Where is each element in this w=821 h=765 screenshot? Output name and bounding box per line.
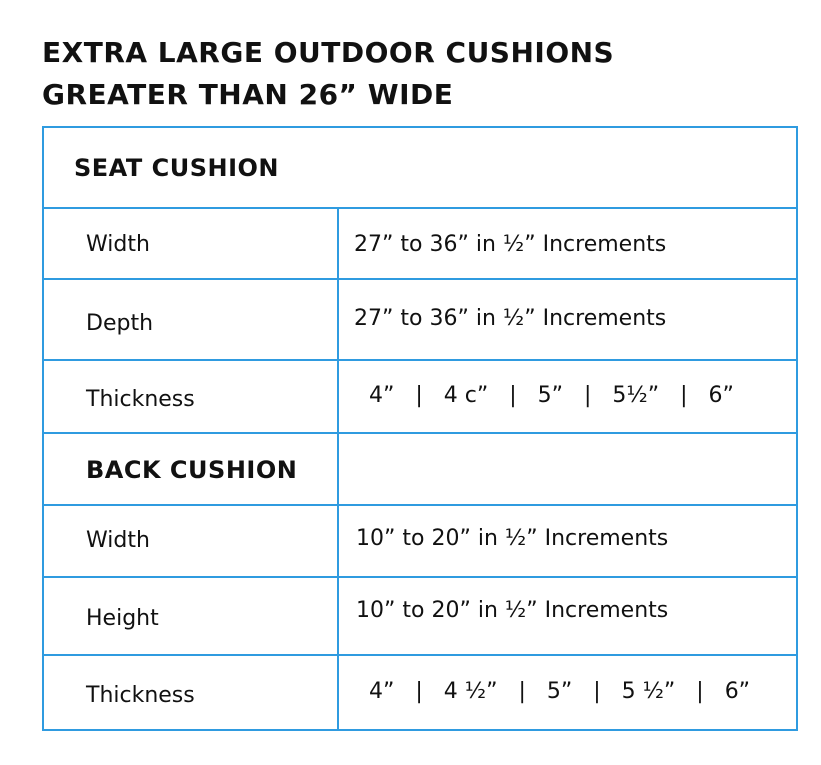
column-divider bbox=[337, 209, 339, 278]
back-cushion-header-row bbox=[44, 434, 796, 506]
column-divider bbox=[337, 506, 339, 576]
back-width-label: Width bbox=[86, 528, 150, 553]
column-divider bbox=[337, 280, 339, 359]
back-height-value: 10” to 20” in ½” Increments bbox=[356, 598, 669, 623]
table-row bbox=[44, 506, 796, 578]
cushion-spec-table bbox=[42, 126, 798, 731]
column-divider bbox=[337, 578, 339, 654]
seat-depth-value: 27” to 36” in ½” Increments bbox=[354, 306, 667, 331]
table-row bbox=[44, 361, 796, 434]
column-divider bbox=[337, 361, 339, 432]
back-thickness-value: 4” | 4 ½” | 5” | 5 ½” | 6” bbox=[362, 679, 751, 704]
back-thickness-label: Thickness bbox=[86, 683, 195, 708]
table-row bbox=[44, 656, 796, 729]
table-row bbox=[44, 280, 796, 361]
seat-width-value: 27” to 36” in ½” Increments bbox=[354, 232, 667, 257]
back-height-label: Height bbox=[86, 606, 159, 631]
seat-depth-label: Depth bbox=[86, 311, 154, 336]
seat-thickness-label: Thickness bbox=[86, 387, 195, 412]
back-cushion-heading: BACK CUSHION bbox=[86, 456, 298, 484]
column-divider bbox=[337, 656, 339, 729]
seat-cushion-header-row bbox=[44, 128, 796, 209]
seat-cushion-heading: SEAT CUSHION bbox=[74, 154, 280, 182]
back-width-value: 10” to 20” in ½” Increments bbox=[356, 526, 669, 551]
seat-width-label: Width bbox=[86, 232, 150, 257]
column-divider bbox=[337, 434, 339, 504]
page-title bbox=[42, 32, 614, 116]
table-row bbox=[44, 578, 796, 656]
title-line-1: EXTRA LARGE OUTDOOR CUSHIONS bbox=[42, 36, 615, 69]
table-row bbox=[44, 209, 796, 280]
seat-thickness-value: 4” | 4 c” | 5” | 5½” | 6” bbox=[362, 383, 734, 408]
title-line-2: GREATER THAN 26” WIDE bbox=[42, 78, 454, 111]
